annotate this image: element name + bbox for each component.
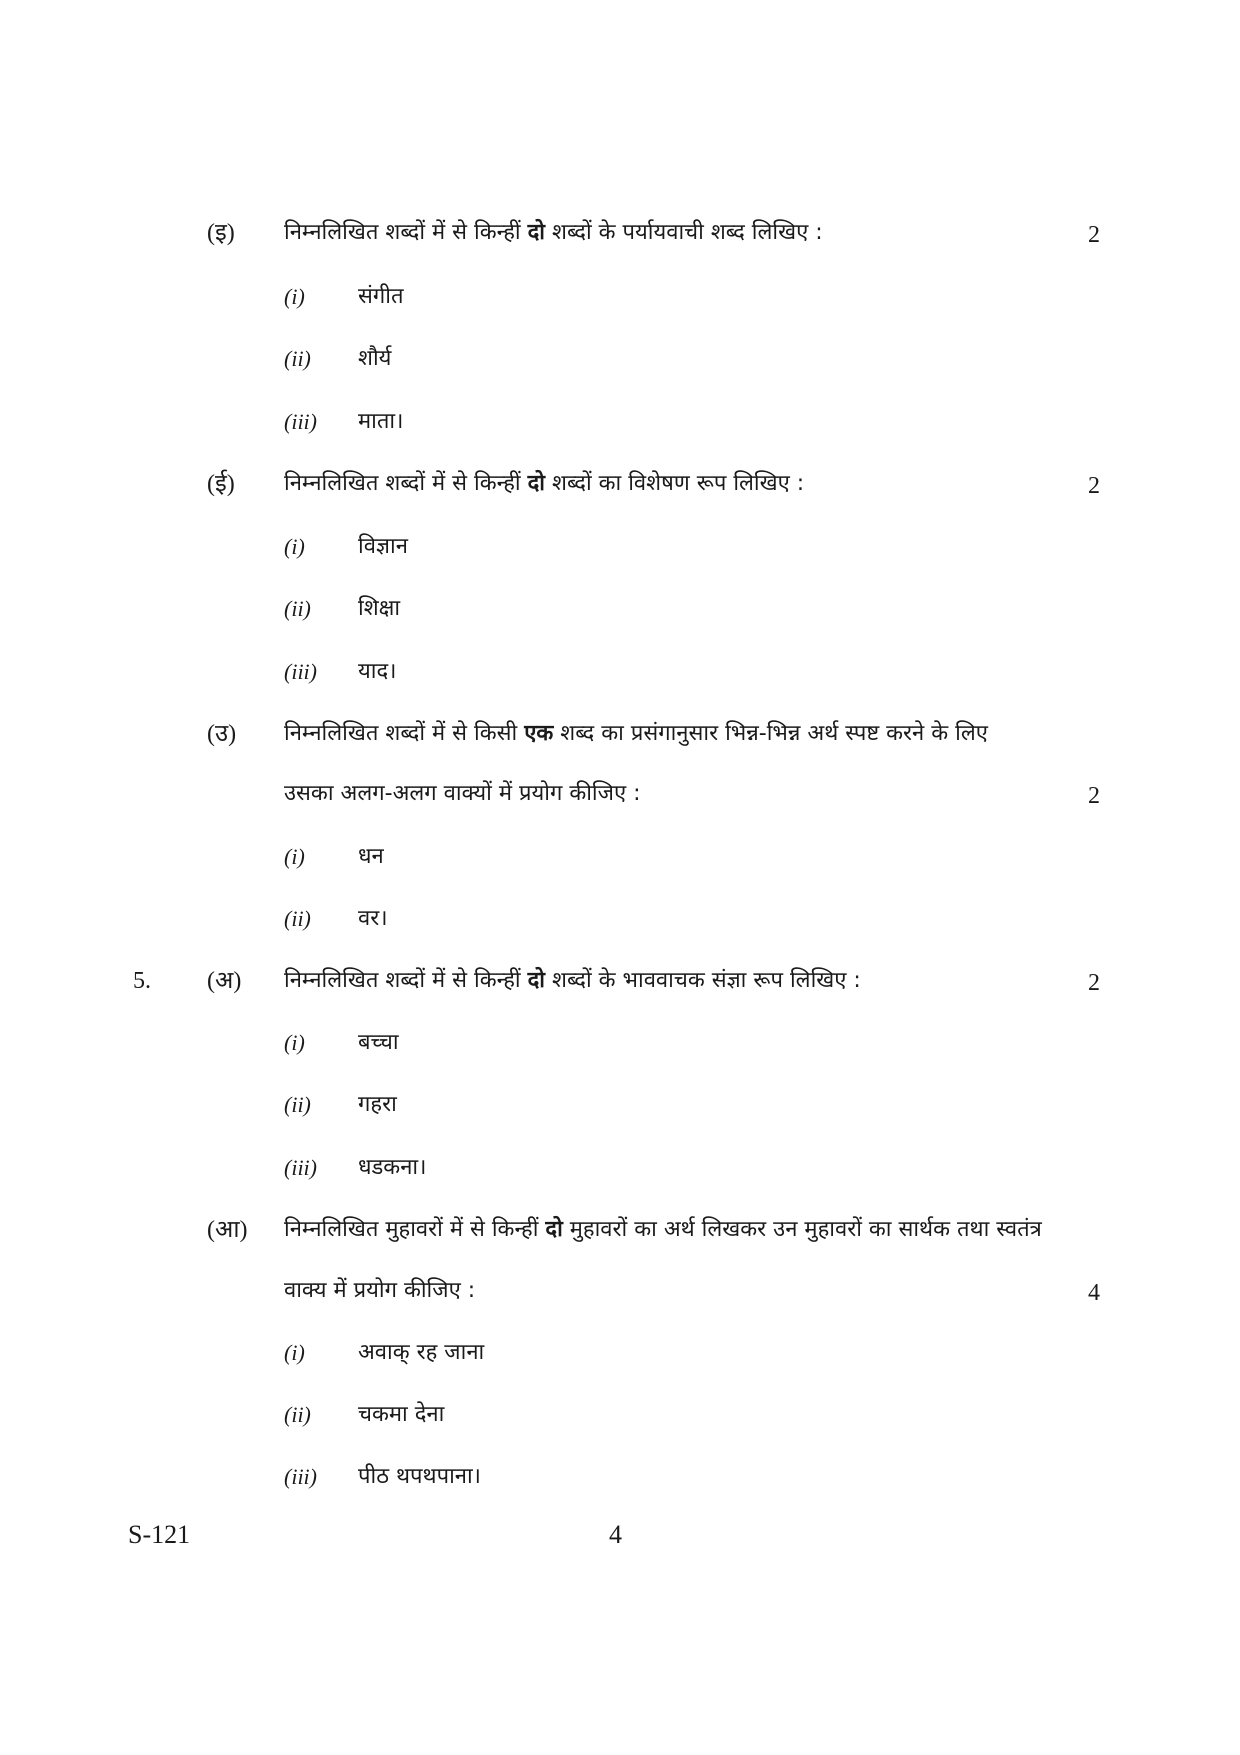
question-label: (ई) <box>207 471 235 497</box>
option-numeral: (iii) <box>284 659 317 684</box>
marks: 4 <box>1088 1280 1100 1306</box>
question-text-continuation: वाक्य में प्रयोग कीजिए : <box>284 1278 476 1303</box>
question-number: 5. <box>133 968 151 994</box>
option-text: वर। <box>358 906 388 931</box>
question-text: निम्नलिखित शब्दों में से किन्हीं दो शब्दों का विशेषण रूप लिखिए : <box>284 471 805 496</box>
option-numeral: (ii) <box>284 1402 311 1427</box>
option-numeral: (i) <box>284 1030 305 1055</box>
question-label: (उ) <box>207 721 237 747</box>
option-text: पीठ थपथपाना। <box>358 1464 482 1489</box>
option-text: अवाक् रह जाना <box>358 1340 485 1365</box>
option-text: शौर्य <box>358 346 392 371</box>
marks: 2 <box>1088 970 1100 996</box>
option-numeral: (i) <box>284 284 305 309</box>
question-label: (आ) <box>207 1217 248 1243</box>
question-label: (अ) <box>207 968 242 994</box>
option-text: विज्ञान <box>358 534 408 559</box>
question-text: निम्नलिखित शब्दों में से किन्हीं दो शब्दों के पर्यायवाची शब्द लिखिए : <box>284 220 823 245</box>
marks: 2 <box>1088 783 1100 809</box>
question-text: निम्नलिखित शब्दों में से किसी एक शब्द का प्रसंगानुसार भिन्न-भिन्न अर्थ स्पष्ट करने के लिए <box>284 721 988 746</box>
paper-code: S-121 <box>128 1520 191 1549</box>
marks: 2 <box>1088 473 1100 499</box>
question-label: (इ) <box>207 220 235 246</box>
option-numeral: (ii) <box>284 1092 311 1117</box>
option-numeral: (iii) <box>284 1464 317 1489</box>
page-number: 4 <box>609 1520 622 1549</box>
option-numeral: (iii) <box>284 1155 317 1180</box>
option-numeral: (ii) <box>284 346 311 371</box>
option-text: धन <box>358 844 384 869</box>
option-text: शिक्षा <box>358 596 401 621</box>
question-text: निम्नलिखित मुहावरों में से किन्हीं दो मुहावरों का अर्थ लिखकर उन मुहावरों का सार्थक तथा स्वतंत्र <box>284 1217 1042 1242</box>
option-numeral: (iii) <box>284 409 317 434</box>
option-text: याद। <box>358 659 397 684</box>
marks: 2 <box>1088 222 1100 248</box>
option-text: बच्चा <box>358 1030 399 1055</box>
question-text: निम्नलिखित शब्दों में से किन्हीं दो शब्दों के भाववाचक संज्ञा रूप लिखिए : <box>284 968 861 993</box>
option-text: माता। <box>358 409 404 434</box>
option-text: गहरा <box>358 1092 397 1117</box>
option-text: संगीत <box>358 284 404 309</box>
option-numeral: (i) <box>284 1340 305 1365</box>
option-numeral: (i) <box>284 534 305 559</box>
question-text-continuation: उसका अलग-अलग वाक्यों में प्रयोग कीजिए : <box>284 781 641 806</box>
option-text: धडकना। <box>358 1155 427 1180</box>
option-numeral: (i) <box>284 844 305 869</box>
option-text: चकमा देना <box>358 1402 445 1427</box>
option-numeral: (ii) <box>284 596 311 621</box>
option-numeral: (ii) <box>284 906 311 931</box>
